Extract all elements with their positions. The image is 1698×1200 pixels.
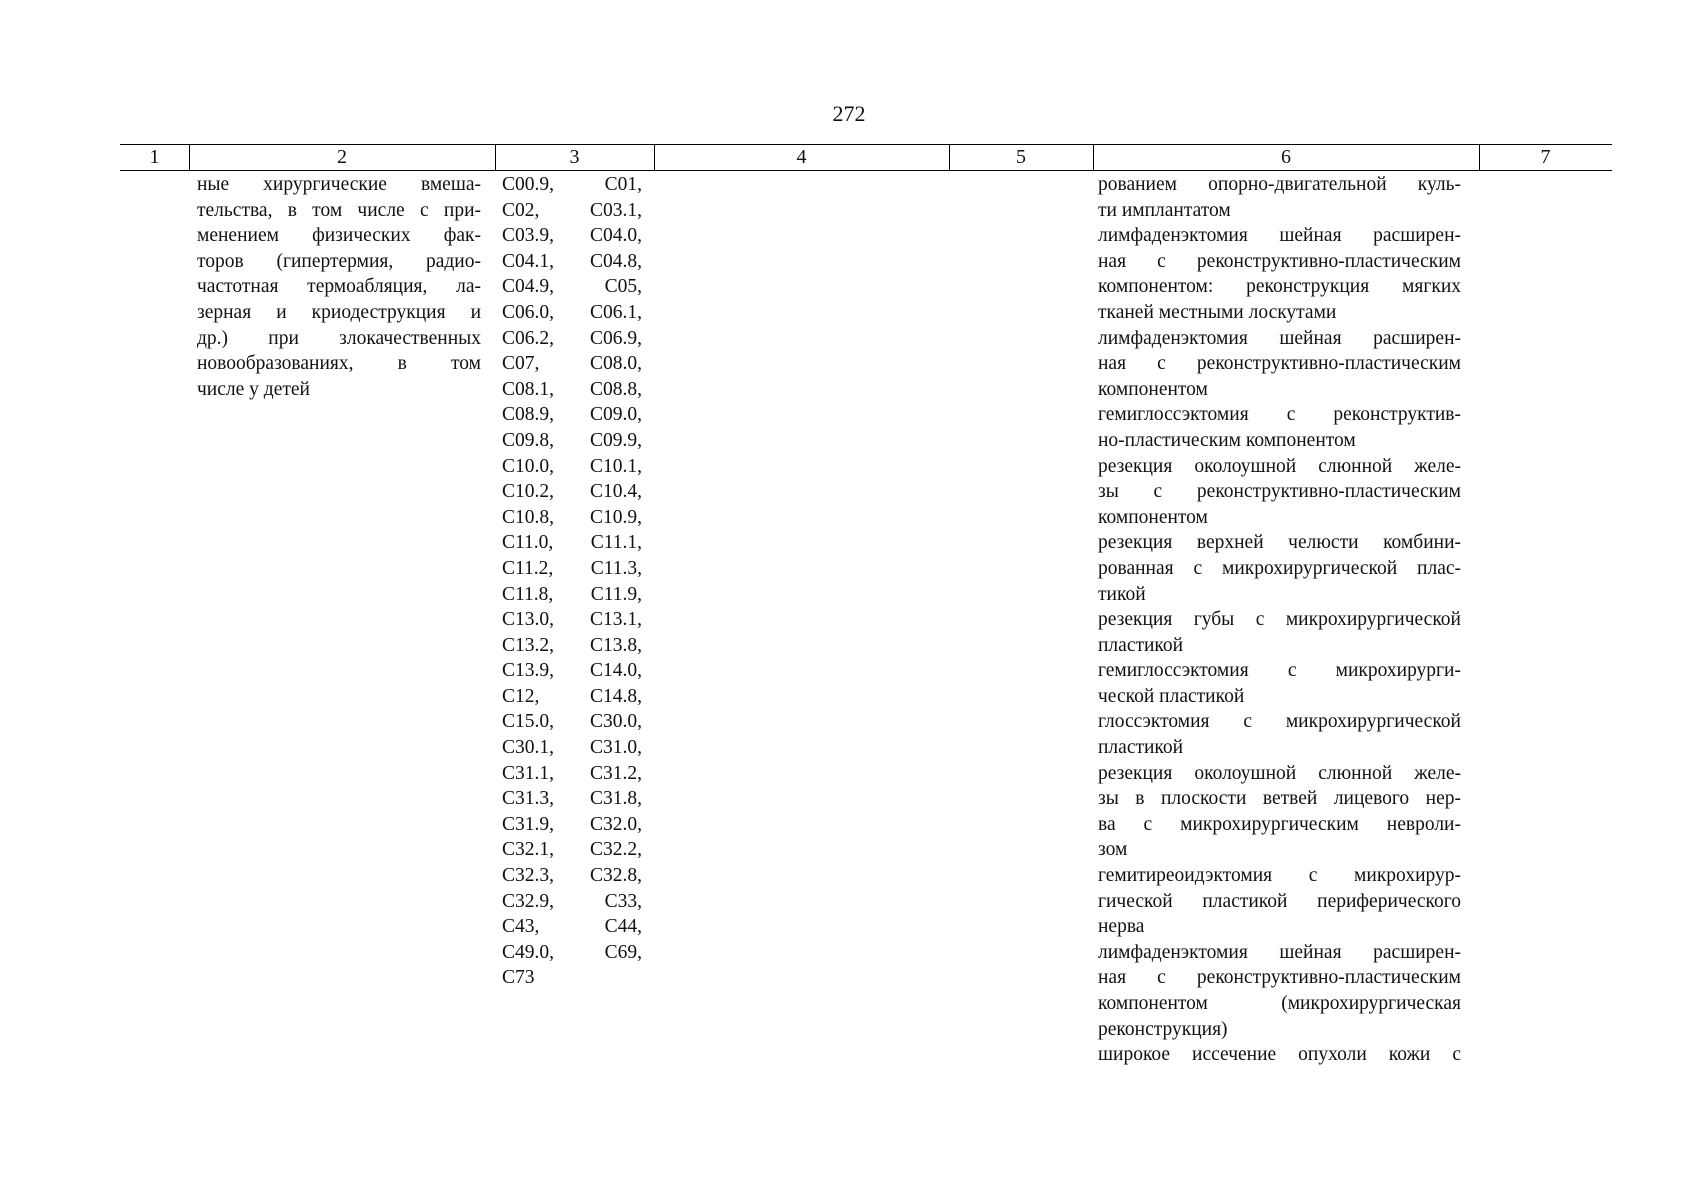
code-row: [502, 735, 642, 761]
code-row: [502, 479, 642, 505]
text-line: гемиглоссэктомия с реконструктив-: [1098, 404, 1461, 426]
text-line: зерная и криодеструкция и: [197, 301, 481, 323]
diagnosis-code: C31.3,: [502, 788, 555, 810]
text-line: частотная термоабляция, ла-: [197, 276, 481, 298]
text-line: компонентом: [1098, 378, 1208, 400]
text-line: широкое иссечение опухоли кожи с: [1098, 1044, 1461, 1066]
column-divider: [1479, 144, 1480, 170]
text-line: ные хирургические вмеша-: [197, 174, 481, 195]
text-line: пластикой: [1098, 737, 1184, 759]
diagnosis-code: C11.9,: [590, 583, 642, 605]
diagnosis-code: C03.9,: [502, 225, 555, 247]
diagnosis-code: C12,: [502, 685, 540, 707]
code-row: [502, 684, 642, 710]
text-line: др.) при злокачественных: [197, 327, 481, 349]
text-line: лимфаденэктомия шейная расширен-: [1098, 941, 1461, 963]
page-number: 272: [832, 101, 866, 126]
diagnosis-code: C10.0,: [502, 455, 555, 477]
header-col-5: 5: [1016, 146, 1026, 168]
code-row: [502, 889, 642, 915]
code-row: [502, 172, 642, 198]
diagnosis-code: C06.9,: [589, 327, 642, 349]
column2-intervention-description: [197, 172, 481, 402]
text-line: ва с микрохирургическим невроли-: [1098, 813, 1461, 835]
text-line: тканей местными лоскутами: [1098, 301, 1337, 323]
diagnosis-code: C30.1,: [502, 737, 555, 759]
diagnosis-code: C32.3,: [502, 865, 555, 887]
text-line: гической пластикой периферического: [1098, 890, 1461, 912]
code-row: [502, 607, 642, 633]
text-line: но-пластическим компонентом: [1098, 429, 1356, 451]
code-row: [502, 198, 642, 224]
diagnosis-code: C02,: [502, 199, 540, 221]
code-row: [502, 556, 642, 582]
text-line: компонентом: реконструкция мягких: [1098, 276, 1461, 298]
code-row: [502, 633, 642, 659]
text-line: резекция верхней челюсти комбини-: [1098, 532, 1461, 554]
diagnosis-code: C10.2,: [502, 481, 555, 503]
diagnosis-code: C14.0,: [589, 660, 642, 682]
diagnosis-code: C31.1,: [502, 762, 555, 784]
header-col-3: 3: [569, 146, 580, 168]
diagnosis-code: C06.1,: [589, 301, 642, 323]
text-line: ная с реконструктивно-пластическим: [1098, 250, 1461, 272]
diagnosis-code: C00.9,: [502, 174, 555, 195]
diagnosis-code: C08.0,: [589, 353, 642, 375]
text-line: нерва: [1098, 916, 1145, 938]
code-row: [502, 402, 642, 428]
diagnosis-code: C10.9,: [589, 506, 642, 528]
diagnosis-code: C11.2,: [502, 557, 554, 579]
column-divider: [949, 144, 950, 170]
code-row: [502, 837, 642, 863]
diagnosis-code: C09.0,: [589, 404, 642, 426]
text-line: лимфаденэктомия шейная расширен-: [1098, 225, 1461, 247]
header-col-6: 6: [1281, 146, 1291, 168]
code-row: [502, 249, 642, 275]
diagnosis-code: C31.9,: [502, 813, 555, 835]
diagnosis-code: C09.8,: [502, 429, 555, 451]
text-line: менением физических фак-: [197, 225, 481, 247]
diagnosis-code: C14.8,: [589, 685, 642, 707]
text-line: пластикой: [1098, 634, 1184, 656]
header-col-7: 7: [1540, 146, 1551, 168]
text-line: тикой: [1098, 583, 1146, 605]
diagnosis-code: C08.8,: [589, 378, 642, 400]
code-row: [502, 658, 642, 684]
column-divider: [189, 144, 190, 170]
code-row: [502, 351, 642, 377]
diagnosis-code: C31.2,: [589, 762, 642, 784]
diagnosis-code: C31.0,: [589, 737, 642, 759]
code-row: [502, 582, 642, 608]
column-divider: [1093, 144, 1094, 170]
diagnosis-code: C07,: [502, 353, 540, 375]
text-line: ческой пластикой: [1098, 685, 1245, 707]
code-row: [502, 761, 642, 787]
code-row: [502, 786, 642, 812]
code-row: [502, 530, 642, 556]
diagnosis-code: C08.9,: [502, 404, 555, 426]
text-line: резекция губы с микрохирургической: [1098, 609, 1461, 631]
diagnosis-code: C11.3,: [590, 557, 642, 579]
diagnosis-code: C32.2,: [589, 839, 642, 861]
text-line: ти имплантатом: [1098, 199, 1231, 221]
text-line: новообразованиях, в том: [197, 353, 481, 375]
diagnosis-code: C13.1,: [589, 609, 642, 631]
table-header-row: [120, 144, 1612, 171]
code-row: [502, 300, 642, 326]
diagnosis-code: C30.0,: [589, 711, 642, 733]
diagnosis-code: C32.9,: [502, 890, 555, 912]
diagnosis-code: C10.1,: [589, 455, 642, 477]
header-col-4: 4: [796, 146, 807, 168]
diagnosis-code: C11.1,: [590, 532, 642, 554]
diagnosis-code: C13.9,: [502, 660, 555, 682]
header-col-1: 1: [149, 146, 160, 168]
code-row: [502, 505, 642, 531]
diagnosis-code: C11.8,: [502, 583, 554, 605]
diagnosis-code: C05,: [604, 276, 642, 298]
diagnosis-code: C13.2,: [502, 634, 555, 656]
code-row: [502, 223, 642, 249]
diagnosis-code: C73: [502, 967, 535, 989]
diagnosis-code: C04.1,: [502, 250, 555, 272]
text-line: гемиглоссэктомия с микрохирурги-: [1098, 660, 1461, 682]
text-line: торов (гипертермия, радио-: [197, 250, 481, 272]
text-line: зом: [1098, 839, 1128, 861]
text-line: резекция околоушной слюнной желе-: [1098, 762, 1461, 784]
text-line: зы в плоскости ветвей лицевого нер-: [1098, 788, 1461, 810]
text-line: числе у детей: [197, 378, 310, 400]
text-line: глоссэктомия с микрохирургической: [1098, 711, 1461, 733]
code-row: [502, 377, 642, 403]
code-row: [502, 914, 642, 940]
text-line: тельства, в том числе с при-: [197, 199, 481, 221]
diagnosis-code: C44,: [604, 916, 642, 938]
diagnosis-code: C32.8,: [589, 865, 642, 887]
diagnosis-code: C13.0,: [502, 609, 555, 631]
code-row: [502, 326, 642, 352]
diagnosis-code: C33,: [604, 890, 642, 912]
header-col-2: 2: [337, 146, 347, 168]
diagnosis-code: C06.0,: [502, 301, 555, 323]
diagnosis-code: C31.8,: [589, 788, 642, 810]
diagnosis-code: C43,: [502, 916, 540, 938]
diagnosis-code: C06.2,: [502, 327, 555, 349]
code-row: [502, 428, 642, 454]
text-line: зы с реконструктивно-пластическим: [1098, 481, 1461, 503]
diagnosis-code: C11.0,: [502, 532, 554, 554]
diagnosis-code: C10.8,: [502, 506, 555, 528]
column-divider: [495, 144, 496, 170]
code-row: [502, 965, 642, 991]
text-line: гемитиреоидэктомия с микрохирур-: [1098, 865, 1461, 887]
text-line: ная с реконструктивно-пластическим: [1098, 353, 1461, 375]
text-line: лимфаденэктомия шейная расширен-: [1098, 327, 1461, 349]
text-line: реконструкция): [1098, 1018, 1228, 1040]
diagnosis-code: C15.0,: [502, 711, 555, 733]
code-row: [502, 940, 642, 966]
column3-diagnosis-codes: [502, 172, 642, 991]
text-line: резекция околоушной слюнной желе-: [1098, 455, 1461, 477]
text-line: компонентом: [1098, 506, 1208, 528]
diagnosis-code: C01,: [604, 174, 642, 195]
diagnosis-code: C03.1,: [589, 199, 642, 221]
code-row: [502, 812, 642, 838]
text-line: рованием опорно-двигательной куль-: [1098, 174, 1461, 195]
code-row: [502, 454, 642, 480]
diagnosis-code: C04.0,: [589, 225, 642, 247]
diagnosis-code: C04.8,: [589, 250, 642, 272]
diagnosis-code: C32.1,: [502, 839, 555, 861]
diagnosis-code: C69,: [604, 941, 642, 963]
diagnosis-code: C32.0,: [589, 813, 642, 835]
diagnosis-code: C09.9,: [589, 429, 642, 451]
diagnosis-code: C49.0,: [502, 941, 555, 963]
text-line: рованная с микрохирургической плас-: [1098, 557, 1461, 579]
text-line: компонентом (микрохирургическая: [1098, 993, 1461, 1014]
code-row: [502, 863, 642, 889]
diagnosis-code: C13.8,: [589, 634, 642, 656]
diagnosis-code: C08.1,: [502, 378, 555, 400]
code-row: [502, 274, 642, 300]
column-divider: [654, 144, 655, 170]
code-row: [502, 709, 642, 735]
diagnosis-code: C10.4,: [589, 481, 642, 503]
column6-treatment-methods: [1098, 172, 1461, 1068]
text-line: ная с реконструктивно-пластическим: [1098, 967, 1461, 989]
diagnosis-code: C04.9,: [502, 276, 555, 298]
